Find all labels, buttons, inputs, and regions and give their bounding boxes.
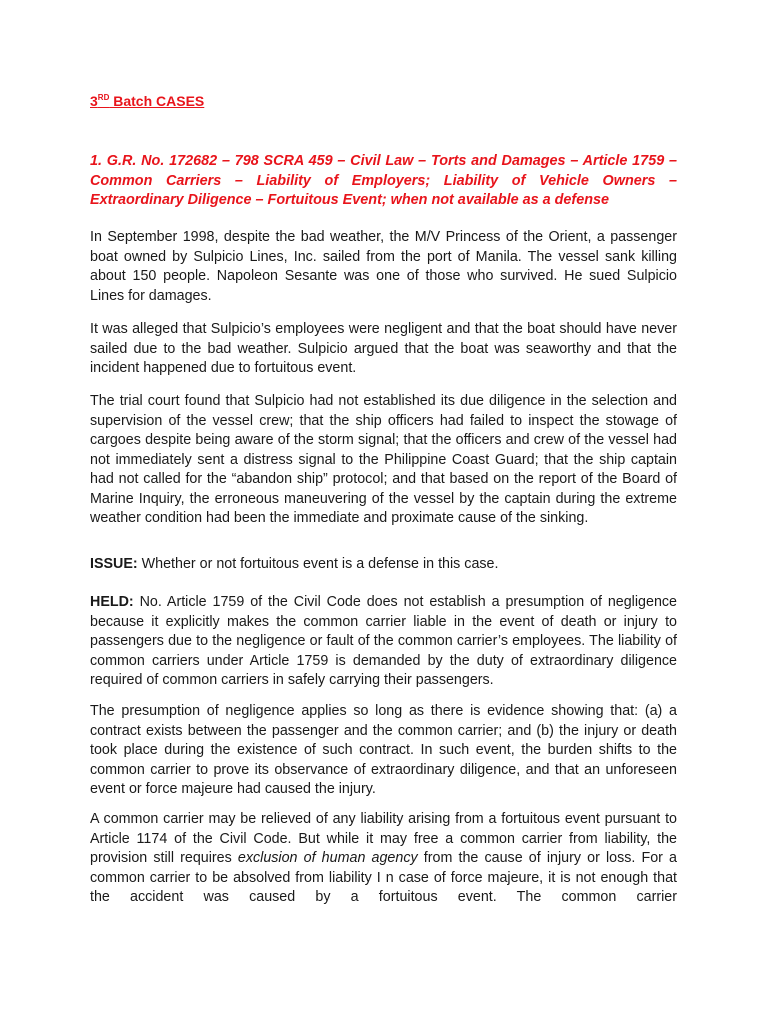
held-paragraph: [90, 593, 677, 691]
issue-label: ISSUE:: [90, 556, 138, 572]
facts-paragraph-1: In September 1998, despite the bad weather, the M/V Princess of the Orient, a passenger boat owned by Sulpicio Lines, Inc. sailed from the port of Manila. The vessel sank killing about 150 people. Napoleon Sesante was one of those who survived. He sued Sulpicio Lines for damages.: [90, 229, 677, 304]
held-text: No. Article 1759 of the Civil Code does not establish a presumption of negligence because it explicitly makes the common carrier liable in the event of death or injury to passengers due to the negligence or fault of the common carrier’s employees. The liability of common carriers under Article 1759 is demanded by the duty of extraordinary diligence required of common carriers in safely carrying their passengers.: [90, 594, 677, 688]
batch-title-rest: Batch CASES: [109, 93, 205, 109]
relief-text-before: A common carrier may be relieved of any liability arising from a fortuitous event pursuant to Article 1174 of the Civil Code. But while it may free a common carrier from liability, the provision still requires: [90, 811, 677, 866]
case-heading: 1. G.R. No. 172682 – 798 SCRA 459 – Civil Law – Torts and Damages – Article 1759 – Common Carriers – Liability of Employers; Liability of Vehicle Owners – Extraordinary Diligence – Fortuitous Event; when not available as a defense: [90, 153, 677, 208]
relief-text-after: from the cause of injury or loss. For a common carrier to be absolved from liability I n case of force majeure, it is not enough that the accident was caused by a fortuitous event. The common carrier: [90, 850, 677, 905]
facts-paragraph-3: The trial court found that Sulpicio had not established its due diligence in the selection and supervision of the vessel crew; that the ship officers had failed to inspect the stowage of cargoes despite being aware of the storm signal; that the officers and crew of the vessel had not immediately sent a distress signal to the Philippine Coast Guard; that the ship captain had not called for the “abandon ship” protocol; and that based on the report of the Board of Marine Inquiry, the erroneous maneuvering of the vessel by the captain during the extreme weather condition had been the immediate and proximate cause of the sinking.: [90, 393, 677, 526]
batch-title: [90, 92, 204, 110]
facts-paragraph-2: It was alleged that Sulpicio’s employees were negligent and that the boat should have never sailed due to the bad weather. Sulpicio argued that the boat was seaworthy and that the incident happened due to fortuitous event.: [90, 321, 677, 376]
relief-paragraph: [90, 810, 677, 908]
held-label: HELD:: [90, 594, 134, 610]
relief-emphasis: exclusion of human agency: [237, 850, 418, 866]
batch-ordinal-number: 3: [90, 93, 98, 109]
issue-paragraph: [90, 555, 677, 575]
presumption-paragraph: The presumption of negligence applies so long as there is evidence showing that: (a) a contract exists between the passenger and the common carrier; and (b) the injury or death took place during the existence of such contract. In such event, the burden shifts to the common carrier to prove its observance of extraordinary diligence, and that an unforeseen event or force majeure had caused the injury.: [90, 703, 677, 797]
batch-ordinal-suffix: RD: [97, 93, 110, 102]
issue-text: Whether or not fortuitous event is a defense in this case.: [137, 556, 499, 572]
